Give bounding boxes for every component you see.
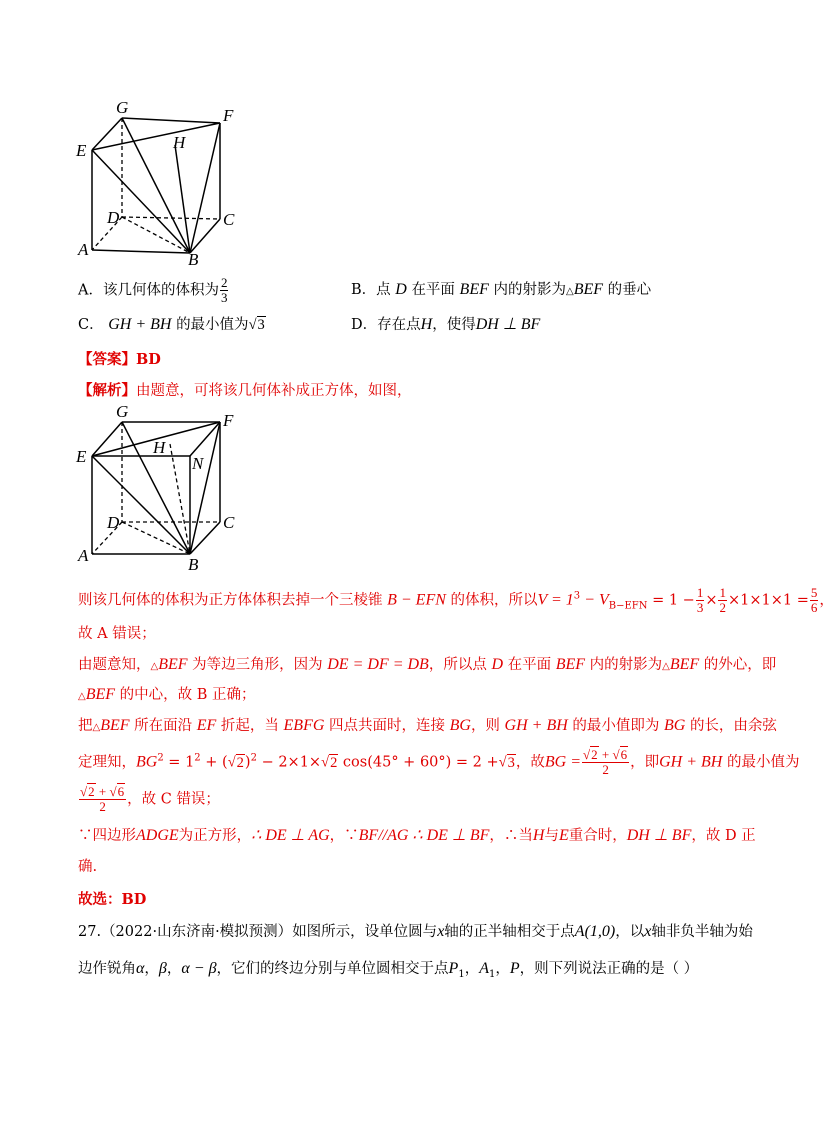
analysis-line-9: 确. — [78, 859, 98, 875]
analysis-line-8: ∵四边形ADGE为正方形，∴ DE ⊥ AG，∵BF//AG ∴ DE ⊥ BF，∴当H与E重合时，DH ⊥ BF，故 D 正 — [78, 827, 756, 844]
label-a: A — [78, 546, 89, 565]
figure-1-cube — [70, 95, 260, 269]
final-choice: 故选：BD — [78, 891, 147, 908]
analysis-line-2: 故 A 错误； — [78, 626, 156, 642]
option-a: A．该几何体的体积为 $\frac{2}{3}$ — [78, 275, 228, 305]
analysis-intro: 【解析】由题意，可将该几何体补成正方体，如图， — [78, 382, 412, 399]
label-e: E — [76, 447, 87, 466]
option-b: B．点 D 在平面 BEF 内的射影为△BEF 的垂心 — [351, 281, 652, 298]
label-n: N — [192, 454, 204, 473]
answer-label: 【答案】BD — [78, 351, 161, 368]
question-27-line-1: 27.（2022·山东济南·模拟预测）如图所示，设单位圆与x轴的正半轴相交于点A(1,0)，以x轴非负半轴为始 — [78, 923, 753, 940]
label-f: F — [223, 106, 234, 125]
analysis-line-3: 由题意知，△BEF 为等边三角形，因为 DE = DF = DB，所以点 D 在平面 BEF 内的射影为△BEF 的外心，即 — [78, 656, 777, 673]
analysis-line-7: $\frac{√2 + √6}{2}$ ，故 C 错误； — [80, 784, 220, 814]
label-b: B — [188, 555, 199, 574]
label-g: G — [116, 402, 129, 421]
question-27-line-2: 边作锐角α，β，α − β，它们的终边分别与单位圆相交于点$P_1$，$A_1$，P，则下列说法正确的是（ ） — [78, 960, 699, 980]
option-c: C． GH + BH 的最小值为√3 — [78, 316, 265, 333]
figure-2-cube — [70, 404, 260, 574]
analysis-line-4: △BEF 的中心，故 B 正确； — [78, 686, 256, 703]
label-b: B — [188, 250, 199, 269]
label-a: A — [78, 240, 89, 259]
analysis-line-1: 则该几何体的体积为正方体体积去掉一个三棱锥 B − EFN 的体积，所以$V = 1^3 - V_{B-EFN} = 1$ − $\frac{1}{3}$ × $\frac{1}{2}$ ×1×1×1 = $\frac{5}{6}$ ， — [78, 585, 834, 615]
label-d: D — [107, 513, 120, 532]
label-h: H — [153, 438, 166, 457]
option-d: D．存在点H，使得DH ⊥ BF — [351, 316, 541, 333]
analysis-line-6: 定理知，$BG^2 = 1^2 + (√2)^2 - 2\times 1\times√2$ cos(45° + 60°) = 2 +√3，故BG = $\frac{√2 + √6}{2}$ ，即GH + BH 的最小值为 — [78, 747, 800, 777]
label-f: F — [223, 411, 234, 430]
analysis-line-5: 把△BEF 所在面沿 EF 折起，当 EBFG 四点共面时，连接 BG，则 GH + BH 的最小值即为 BG 的长，由余弦 — [78, 717, 777, 734]
label-c: C — [223, 513, 235, 532]
label-g: G — [116, 98, 129, 117]
label-c: C — [223, 210, 235, 229]
label-h: H — [173, 133, 186, 152]
label-d: D — [107, 208, 120, 227]
label-e: E — [76, 141, 87, 160]
